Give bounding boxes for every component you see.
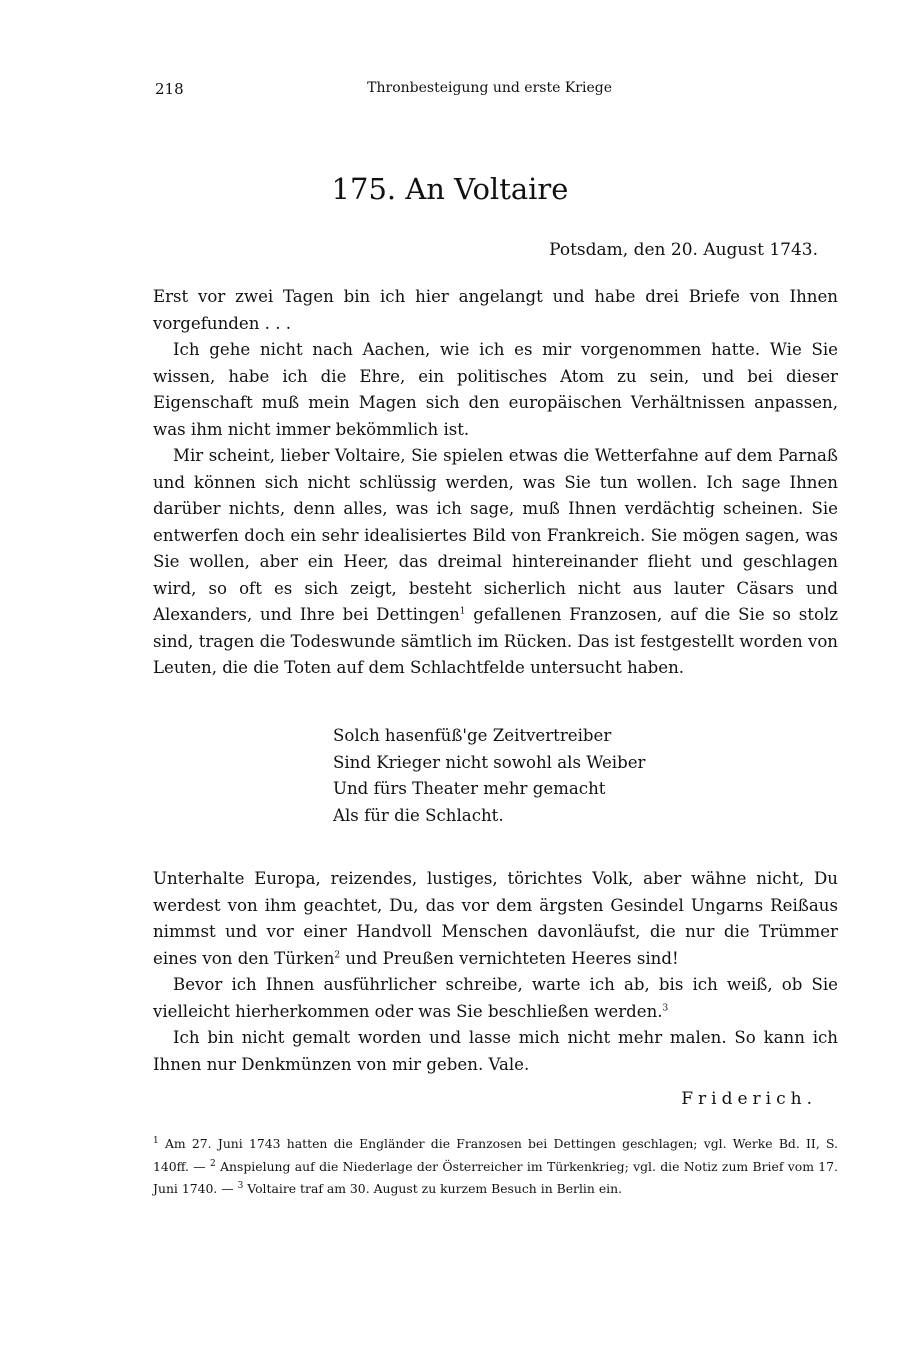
footnotes [153,1133,838,1201]
paragraph: Ich bin nicht gemalt worden und lasse mich nicht mehr malen. So kann ich Ihnen nur Denkmünzen von mir geben. Vale. [153,1028,838,1074]
page-number: 218 [155,80,184,98]
letter-body [153,284,838,682]
paragraph [153,443,838,682]
footnote-mark: 2 [334,949,341,960]
verse-line: Als für die Schlacht. [333,805,504,825]
footnote-mark: 3 [662,1002,669,1013]
footnote-1: Am 27. Juni 1743 hatten die Engländer die Franzosen bei Dettingen geschlagen; vgl. Werke Bd. II, S. 140ff. — [153,1136,838,1174]
letter-title: 175. An Voltaire [331,172,569,206]
paragraph: Erst vor zwei Tagen bin ich hier angelangt und habe drei Briefe von Ihnen vorgefunden . . . [153,287,838,333]
verse-block [333,723,645,829]
verse-line: Solch hasenfüß'ge Zeitvertreiber [333,726,612,745]
paragraph [153,972,838,1025]
paragraph-text: Mir scheint, lieber Voltaire, Sie spielen etwas die Wetterfahne auf dem Parnaß und können sich nicht schlüssig werden, was Sie tun wollen. Ich sage Ihnen darüber nichts, denn alles, was ich sage, muß Ihnen verdächtig scheinen. Sie entwerfen doch ein sehr idealisiertes Bild von Frankreich. Sie mögen sagen, was Sie wollen, aber ein Heer, das dreimal hintereinander flieht und geschlagen wird, so oft es sich zeigt, besteht sicherlich nicht aus lauter Cäsars und Alexanders, und Ihre bei Dettingen [153,446,838,624]
running-head-title: Thronbesteigung und erste Kriege [367,80,612,96]
place-date: Potsdam, den 20. August 1743. [549,240,818,260]
paragraph-text: gefallenen Franzosen, auf die Sie so stolz sind, tragen die Todeswunde sämtlich im Rücken. Das ist festgestellt worden von Leuten, die die Toten auf dem Schlachtfelde untersucht haben. [153,605,838,677]
paragraph [153,866,838,972]
footnote-mark: 1 [153,1135,159,1146]
verse-line: Sind Krieger nicht sowohl als Weiber [333,752,646,772]
footnote-2: Anspielung auf die Niederlage der Österreicher im Türkenkrieg; vgl. die Notiz zum Brief vom 17. Juni 1740. — [153,1158,838,1196]
paragraph: Ich gehe nicht nach Aachen, wie ich es mir vorgenommen hatte. Wie Sie wissen, habe ich die Ehre, ein politisches Atom zu sein, und bei dieser Eigenschaft muß mein Magen sich den europäischen Verhältnissen anpassen, was ihm nicht immer bekömmlich ist. [153,340,838,439]
footnote-mark: 2 [210,1158,216,1169]
paragraph-text: Bevor ich Ihnen ausführlicher schreibe, warte ich ab, bis ich weiß, ob Sie vielleicht hierherkommen oder was Sie beschließen werden. [153,975,838,1021]
running-head [155,80,612,100]
footnote-3: Voltaire traf am 30. August zu kurzem Besuch in Berlin ein. [247,1181,623,1196]
footnote-mark: 1 [459,606,466,617]
paragraph-text: Unterhalte Europa, reizendes, lustiges, törichtes Volk, aber wähne nicht, Du werdest von ihm geachtet, Du, das vor dem ärgsten Gesindel Ungarns Reißaus nimmst und vor einer Handvoll Menschen davonläufst, die nur die Trümmer eines von den Türken [153,869,838,968]
verse-line: Und fürs Theater mehr gemacht [333,779,606,798]
letter-body-continued [153,866,838,1078]
signature: Friderich. [681,1089,817,1109]
paragraph-text: und Preußen vernichteten Heeres sind! [340,948,679,968]
footnote-mark: 3 [237,1180,244,1191]
